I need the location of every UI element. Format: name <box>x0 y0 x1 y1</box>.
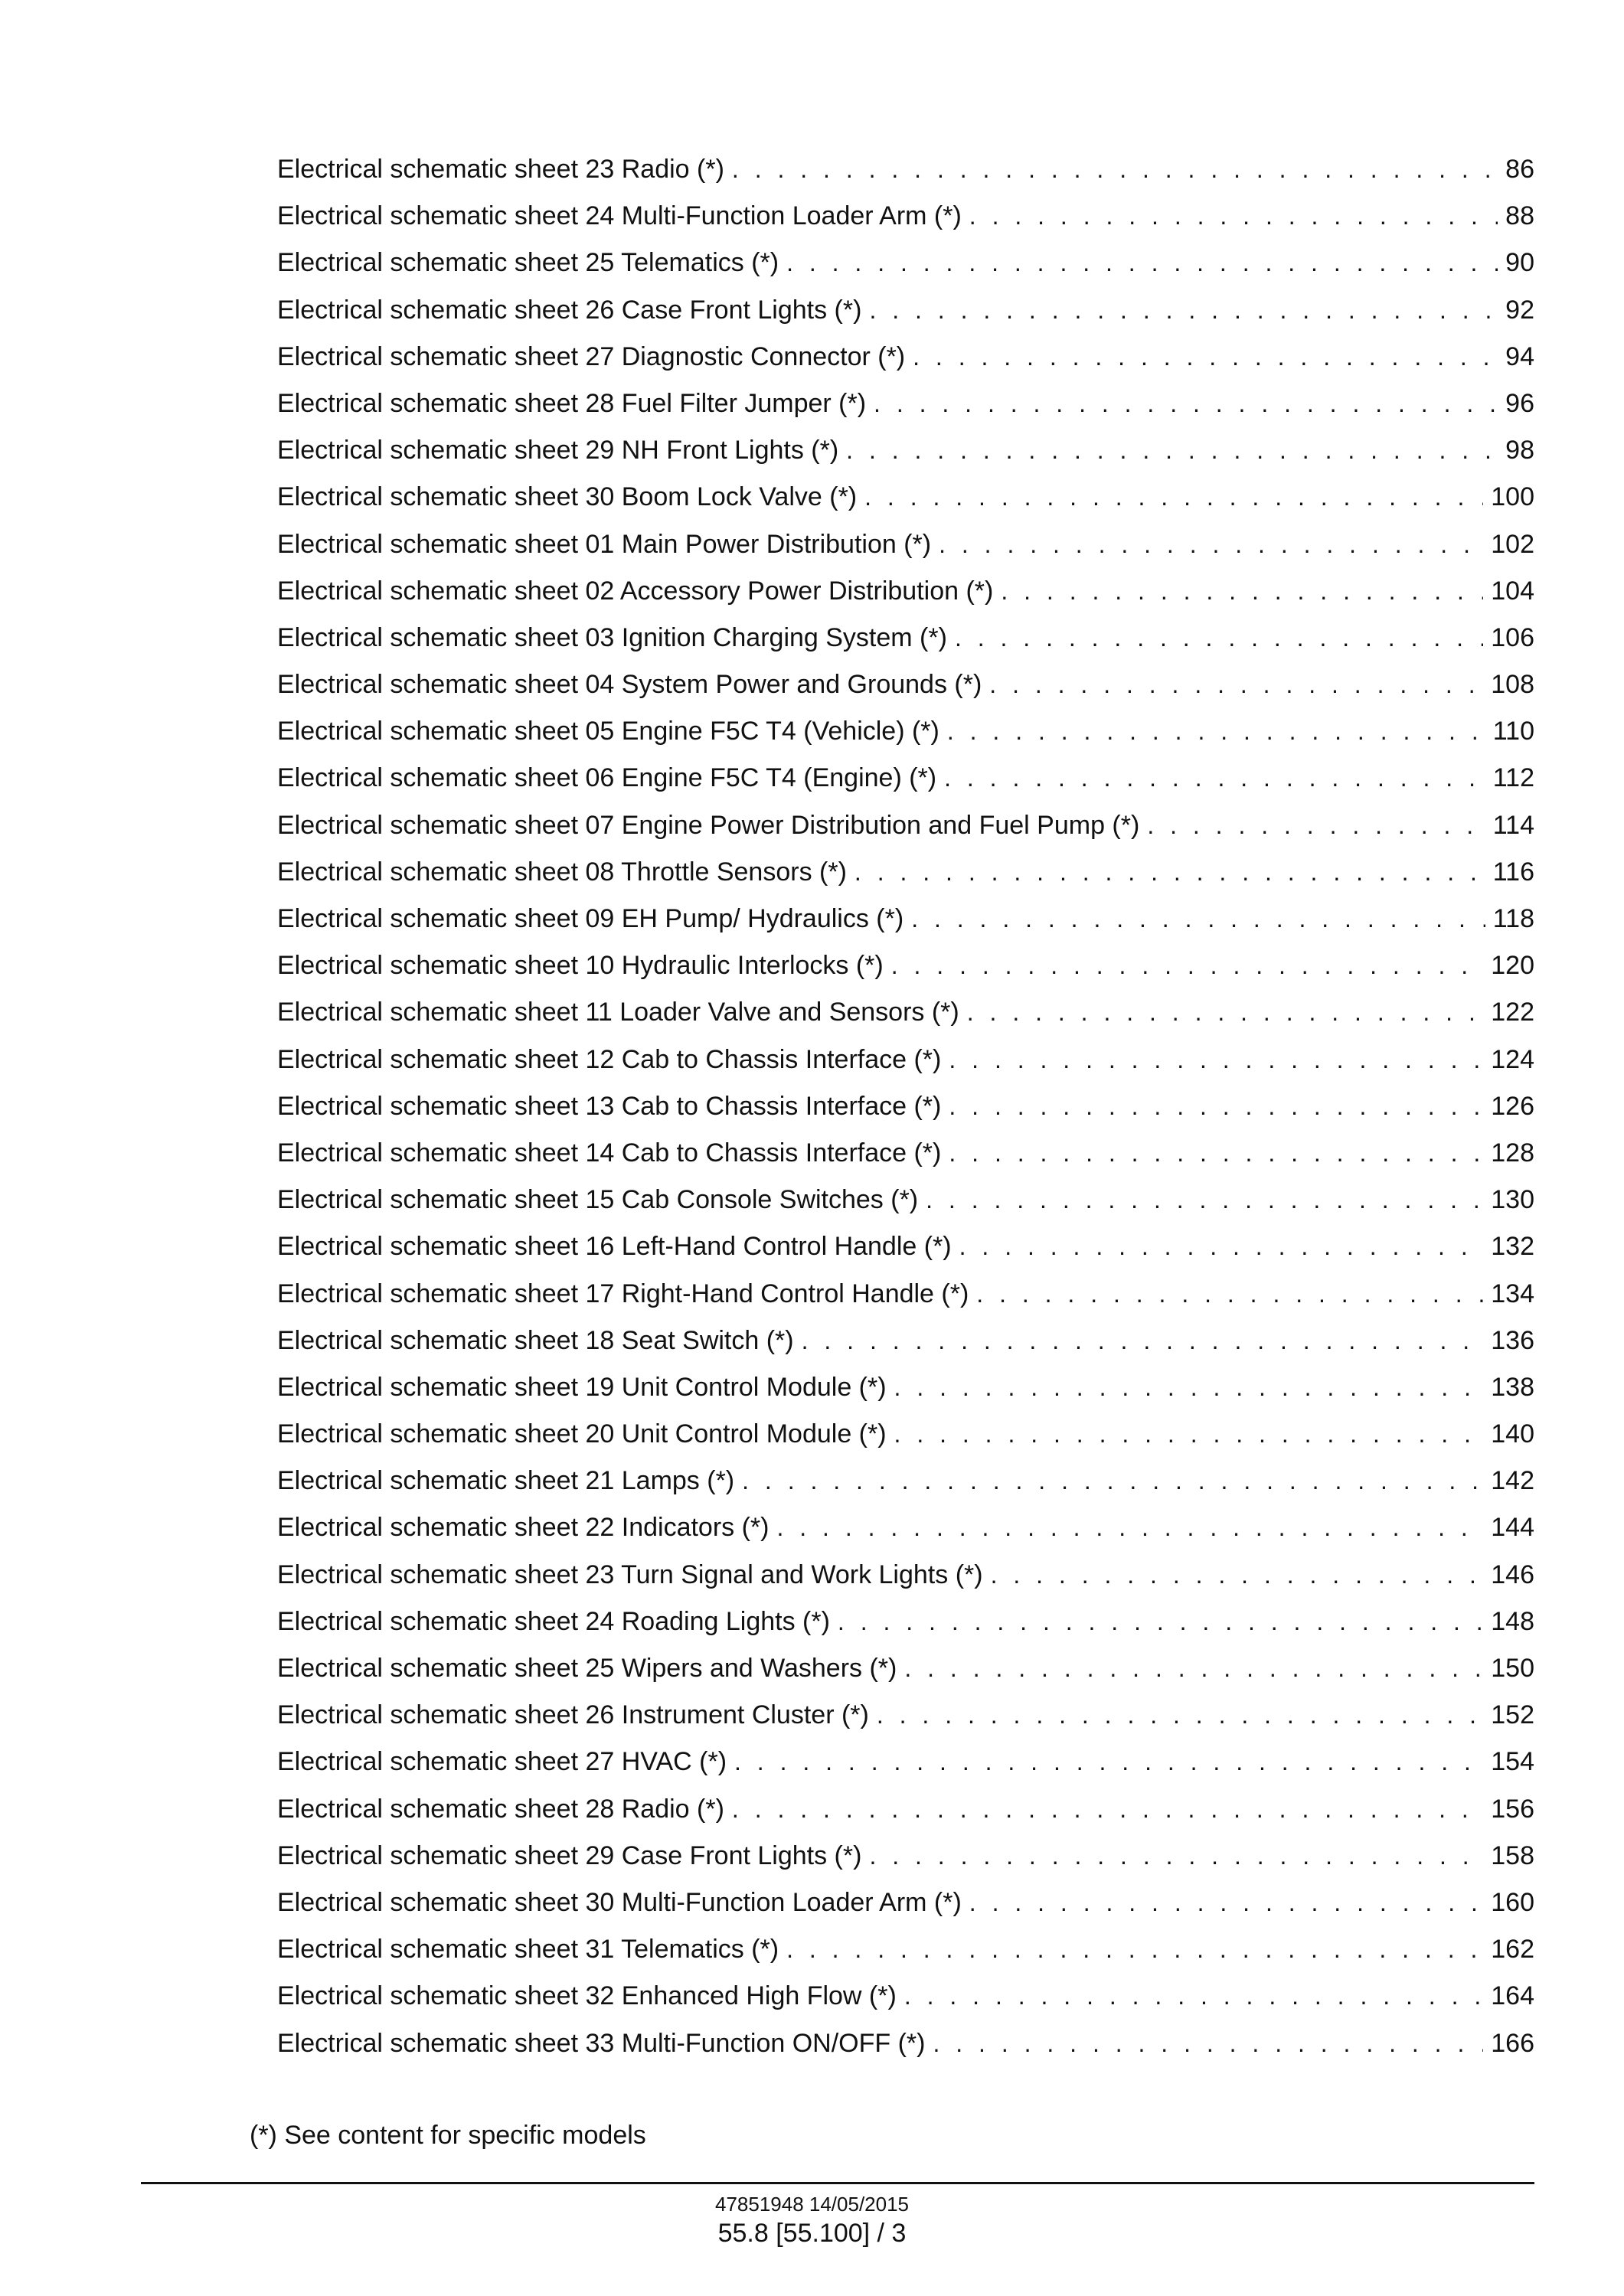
toc-leader-dots <box>969 1886 1483 1919</box>
toc-entry[interactable] <box>277 1605 1534 1652</box>
toc-leader-dots <box>786 1933 1483 1965</box>
toc-entry-title: Electrical schematic sheet 26 Case Front Lights (*) <box>277 295 862 325</box>
toc-entry[interactable] <box>277 200 1534 247</box>
toc-entry-page: 128 <box>1491 1138 1534 1168</box>
toc-entry-title: Electrical schematic sheet 33 Multi-Function ON/OFF (*) <box>277 2028 926 2058</box>
toc-entry-title: Electrical schematic sheet 24 Multi-Function Loader Arm (*) <box>277 201 962 231</box>
toc-leader-dots <box>911 903 1485 935</box>
toc-entry-page: 154 <box>1491 1747 1534 1777</box>
toc-leader-dots <box>891 949 1484 981</box>
toc-entry-page: 148 <box>1491 1606 1534 1636</box>
toc-entry[interactable] <box>277 1090 1534 1137</box>
toc-leader-dots <box>991 1559 1484 1591</box>
toc-entry-title: Electrical schematic sheet 28 Fuel Filter Jumper (*) <box>277 388 867 418</box>
toc-leader-dots <box>1001 575 1483 607</box>
toc-entry-page: 132 <box>1491 1232 1534 1262</box>
toc-leader-dots <box>1147 809 1485 841</box>
toc-leader-dots <box>959 1230 1484 1262</box>
toc-leader-dots <box>869 294 1498 326</box>
toc-entry-page: 112 <box>1492 763 1534 793</box>
toc-entry-page: 124 <box>1491 1044 1534 1074</box>
toc-entry-title: Electrical schematic sheet 14 Cab to Chassis Interface (*) <box>277 1138 942 1168</box>
toc-entry-title: Electrical schematic sheet 21 Lamps (*) <box>277 1466 735 1496</box>
toc-entry-title: Electrical schematic sheet 27 HVAC (*) <box>277 1747 727 1777</box>
toc-entry-page: 138 <box>1491 1372 1534 1402</box>
toc-leader-dots <box>989 668 1483 701</box>
toc-entry-title: Electrical schematic sheet 23 Radio (*) <box>277 155 724 184</box>
toc-entry-page: 126 <box>1491 1091 1534 1121</box>
toc-entry-page: 96 <box>1505 388 1534 418</box>
toc-entry-title: Electrical schematic sheet 19 Unit Control Module (*) <box>277 1372 887 1402</box>
toc-leader-dots <box>734 1746 1483 1778</box>
toc-entry-page: 122 <box>1491 998 1534 1027</box>
toc-entry-page: 142 <box>1491 1466 1534 1496</box>
toc-entry[interactable] <box>277 809 1534 856</box>
toc-entry[interactable] <box>277 856 1534 903</box>
toc-entry-page: 118 <box>1492 904 1534 933</box>
toc-leader-dots <box>967 996 1484 1028</box>
toc-entry[interactable] <box>277 528 1534 575</box>
toc-leader-dots <box>955 622 1483 654</box>
toc-entry-page: 102 <box>1491 529 1534 559</box>
toc-entry-title: Electrical schematic sheet 10 Hydraulic Interlocks (*) <box>277 951 884 981</box>
toc-entry[interactable] <box>277 1137 1534 1184</box>
toc-leader-dots <box>913 341 1498 373</box>
toc-entry[interactable] <box>277 575 1534 622</box>
toc-leader-dots <box>894 1418 1484 1450</box>
toc-leader-dots <box>854 856 1485 888</box>
toc-entry[interactable] <box>277 949 1534 996</box>
toc-leader-dots <box>732 1793 1483 1825</box>
toc-entry[interactable] <box>277 622 1534 668</box>
toc-entry-title: Electrical schematic sheet 01 Main Power Distribution (*) <box>277 529 932 559</box>
toc-entry-page: 108 <box>1491 670 1534 700</box>
table-of-contents <box>277 153 1534 2074</box>
toc-entry-page: 110 <box>1492 717 1534 746</box>
footer-divider <box>141 2182 1534 2184</box>
toc-entry[interactable] <box>277 1933 1534 1980</box>
toc-leader-dots <box>894 1371 1484 1403</box>
toc-entry-page: 114 <box>1492 810 1534 840</box>
toc-entry[interactable] <box>277 1465 1534 1511</box>
toc-entry-page: 88 <box>1505 201 1534 231</box>
toc-leader-dots <box>869 1840 1483 1872</box>
document-id: 47851948 14/05/2015 <box>714 2193 910 2216</box>
toc-entry-title: Electrical schematic sheet 03 Ignition Charging System (*) <box>277 622 947 652</box>
toc-entry[interactable] <box>277 715 1534 762</box>
toc-leader-dots <box>939 528 1483 560</box>
toc-leader-dots <box>786 247 1498 279</box>
toc-leader-dots <box>926 1184 1483 1216</box>
toc-entry[interactable] <box>277 1043 1534 1090</box>
toc-entry-page: 150 <box>1491 1654 1534 1683</box>
toc-entry[interactable] <box>277 434 1534 481</box>
toc-entry-title: Electrical schematic sheet 07 Engine Power Distribution and Fuel Pump (*) <box>277 810 1140 840</box>
toc-leader-dots <box>949 1137 1483 1169</box>
toc-entry[interactable] <box>277 1886 1534 1933</box>
toc-entry-page: 140 <box>1491 1419 1534 1449</box>
toc-entry-page: 120 <box>1491 951 1534 981</box>
toc-entry-page: 100 <box>1491 482 1534 512</box>
toc-entry-title: Electrical schematic sheet 26 Instrument Cluster (*) <box>277 1700 869 1730</box>
toc-entry-page: 86 <box>1505 155 1534 184</box>
toc-entry-title: Electrical schematic sheet 13 Cab to Chassis Interface (*) <box>277 1091 942 1121</box>
toc-entry[interactable] <box>277 387 1534 434</box>
toc-entry[interactable] <box>277 1371 1534 1418</box>
toc-entry[interactable] <box>277 996 1534 1043</box>
toc-entry-title: Electrical schematic sheet 28 Radio (*) <box>277 1794 724 1824</box>
toc-entry[interactable] <box>277 762 1534 808</box>
toc-entry-title: Electrical schematic sheet 30 Boom Lock Valve (*) <box>277 482 858 512</box>
toc-entry-title: Electrical schematic sheet 17 Right-Hand Control Handle (*) <box>277 1279 969 1308</box>
toc-leader-dots <box>742 1465 1483 1497</box>
toc-entry[interactable] <box>277 341 1534 387</box>
toc-entry[interactable] <box>277 1511 1534 1558</box>
toc-leader-dots <box>949 1090 1483 1122</box>
toc-leader-dots <box>904 1652 1483 1684</box>
toc-entry-title: Electrical schematic sheet 23 Turn Signal and Work Lights (*) <box>277 1560 983 1589</box>
toc-entry[interactable] <box>277 1980 1534 2027</box>
toc-entry[interactable] <box>277 1184 1534 1230</box>
toc-entry-page: 90 <box>1505 248 1534 278</box>
toc-entry-title: Electrical schematic sheet 09 EH Pump/ Hydraulics (*) <box>277 904 904 933</box>
toc-entry-title: Electrical schematic sheet 30 Multi-Function Loader Arm (*) <box>277 1887 962 1917</box>
toc-entry-page: 144 <box>1491 1513 1534 1543</box>
toc-entry[interactable] <box>277 668 1534 715</box>
toc-entry-title: Electrical schematic sheet 15 Cab Console Switches (*) <box>277 1185 919 1215</box>
toc-entry-page: 116 <box>1492 857 1534 887</box>
toc-entry[interactable] <box>277 1278 1534 1324</box>
toc-entry-page: 130 <box>1491 1185 1534 1215</box>
toc-leader-dots <box>949 1043 1483 1076</box>
toc-entry-page: 166 <box>1491 2028 1534 2058</box>
toc-entry[interactable] <box>277 1699 1534 1746</box>
toc-entry-page: 134 <box>1491 1279 1534 1308</box>
toc-leader-dots <box>947 715 1485 747</box>
toc-entry-title: Electrical schematic sheet 20 Unit Control Module (*) <box>277 1419 887 1449</box>
toc-entry[interactable] <box>277 1793 1534 1840</box>
toc-entry[interactable] <box>277 903 1534 949</box>
toc-entry-title: Electrical schematic sheet 27 Diagnostic Connector (*) <box>277 341 906 371</box>
toc-entry[interactable] <box>277 2027 1534 2074</box>
toc-entry-title: Electrical schematic sheet 06 Engine F5C T4 (Engine) (*) <box>277 763 937 793</box>
toc-entry-title: Electrical schematic sheet 05 Engine F5C T4 (Vehicle) (*) <box>277 717 939 746</box>
toc-leader-dots <box>904 1980 1483 2012</box>
toc-entry-page: 158 <box>1491 1840 1534 1870</box>
toc-entry-page: 94 <box>1505 341 1534 371</box>
toc-entry-title: Electrical schematic sheet 25 Wipers and Washers (*) <box>277 1654 897 1683</box>
toc-entry-title: Electrical schematic sheet 11 Loader Valve and Sensors (*) <box>277 998 959 1027</box>
toc-leader-dots <box>933 2027 1483 2059</box>
toc-entry[interactable] <box>277 1746 1534 1792</box>
toc-entry-page: 162 <box>1491 1935 1534 1965</box>
toc-entry-page: 106 <box>1491 622 1534 652</box>
toc-entry[interactable] <box>277 481 1534 527</box>
toc-entry-title: Electrical schematic sheet 04 System Power and Grounds (*) <box>277 670 982 700</box>
toc-leader-dots <box>976 1278 1483 1310</box>
toc-entry-title: Electrical schematic sheet 31 Telematics (*) <box>277 1935 779 1965</box>
toc-leader-dots <box>732 153 1498 185</box>
toc-entry-title: Electrical schematic sheet 29 Case Front Lights (*) <box>277 1840 862 1870</box>
toc-leader-dots <box>969 200 1498 232</box>
toc-entry-title: Electrical schematic sheet 32 Enhanced High Flow (*) <box>277 1981 897 2011</box>
toc-entry[interactable] <box>277 1324 1534 1371</box>
toc-leader-dots <box>874 387 1498 420</box>
toc-leader-dots <box>802 1324 1484 1357</box>
toc-entry-page: 164 <box>1491 1981 1534 2011</box>
toc-leader-dots <box>944 762 1485 794</box>
toc-entry[interactable] <box>277 1559 1534 1605</box>
toc-entry[interactable] <box>277 247 1534 293</box>
toc-entry-title: Electrical schematic sheet 18 Seat Switch (*) <box>277 1325 794 1355</box>
toc-entry-title: Electrical schematic sheet 16 Left-Hand Control Handle (*) <box>277 1232 952 1262</box>
page-number: 55.8 [55.100] / 3 <box>717 2219 907 2248</box>
toc-entry-title: Electrical schematic sheet 08 Throttle Sensors (*) <box>277 857 847 887</box>
toc-entry[interactable] <box>277 153 1534 200</box>
toc-entry-title: Electrical schematic sheet 29 NH Front Lights (*) <box>277 436 839 465</box>
toc-entry-page: 104 <box>1491 576 1534 606</box>
toc-entry[interactable] <box>277 1418 1534 1465</box>
toc-leader-dots <box>877 1699 1483 1731</box>
toc-entry[interactable] <box>277 1230 1534 1277</box>
toc-entry-title: Electrical schematic sheet 22 Indicators (*) <box>277 1513 770 1543</box>
toc-entry-page: 136 <box>1491 1325 1534 1355</box>
toc-entry[interactable] <box>277 1652 1534 1699</box>
toc-leader-dots <box>846 434 1498 466</box>
footnote: (*) See content for specific models <box>250 2121 646 2150</box>
toc-entry-title: Electrical schematic sheet 12 Cab to Chassis Interface (*) <box>277 1044 942 1074</box>
toc-leader-dots <box>776 1511 1483 1543</box>
toc-leader-dots <box>838 1605 1483 1638</box>
toc-entry[interactable] <box>277 294 1534 341</box>
toc-entry-title: Electrical schematic sheet 02 Accessory Power Distribution (*) <box>277 576 994 606</box>
toc-entry-page: 152 <box>1491 1700 1534 1730</box>
toc-entry-title: Electrical schematic sheet 25 Telematics (*) <box>277 248 779 278</box>
toc-entry-page: 98 <box>1505 436 1534 465</box>
toc-entry-page: 146 <box>1491 1560 1534 1589</box>
toc-entry[interactable] <box>277 1840 1534 1886</box>
toc-entry-page: 160 <box>1491 1887 1534 1917</box>
toc-leader-dots <box>864 481 1483 513</box>
toc-entry-page: 156 <box>1491 1794 1534 1824</box>
toc-entry-title: Electrical schematic sheet 24 Roading Lights (*) <box>277 1606 830 1636</box>
toc-entry-page: 92 <box>1505 295 1534 325</box>
